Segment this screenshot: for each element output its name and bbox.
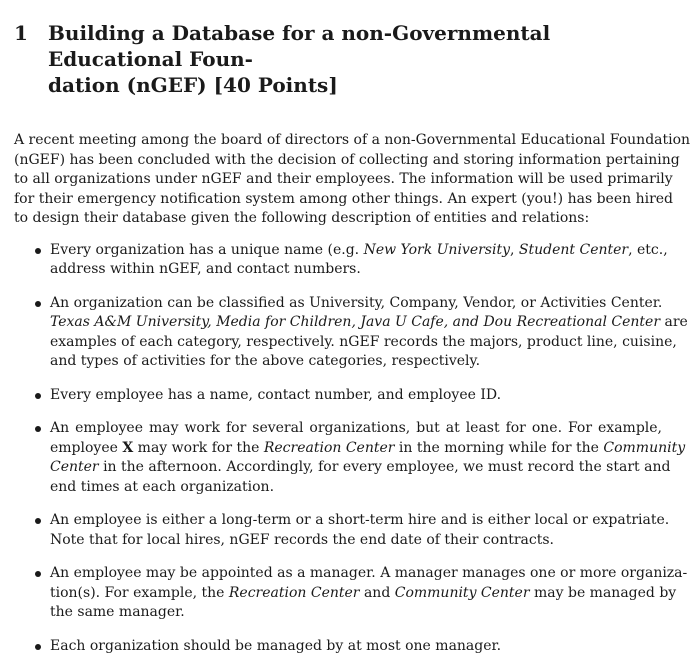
intro-line: to all organizations under nGEF and their employees. The information will be used primarily — [14, 170, 662, 190]
section-title-line-1: Building a Database for a non-Governmental Educational Foun- — [48, 21, 550, 71]
emphasis: New York University — [364, 242, 510, 258]
text-span: may work for the — [133, 440, 264, 456]
bullet-icon — [35, 518, 41, 524]
list-item — [34, 294, 662, 372]
requirements-list — [14, 241, 662, 656]
intro-line: for their emergency notification system among other things. An expert (you!) has been hired — [14, 190, 662, 210]
text-span: in the morning while for the — [394, 440, 603, 456]
item-line: examples of each category, respectively. nGEF records the majors, product line, cuisine, — [50, 333, 662, 353]
bullet-icon — [35, 571, 41, 577]
list-item — [34, 241, 662, 280]
item-line: end times at each organization. — [50, 478, 662, 498]
emphasis: Recreation Center — [229, 585, 360, 601]
intro-paragraph — [14, 131, 662, 229]
bullet-icon — [35, 644, 41, 650]
section-title-line-2: dation (nGEF) [40 Points] — [48, 72, 662, 98]
list-item — [34, 637, 662, 656]
intro-line: to design their database given the following description of entities and relations: — [14, 209, 662, 229]
text-span: , etc., — [628, 242, 668, 258]
emphasis: Community — [603, 440, 685, 456]
emphasis: Community Center — [395, 585, 530, 601]
text-span: Every organization has a unique name (e.g. — [50, 242, 364, 258]
item-line: Every employee has a name, contact number, and employee ID. — [50, 386, 662, 406]
list-item — [34, 419, 662, 497]
text-span: tion(s). For example, the — [50, 585, 229, 601]
intro-line: (nGEF) has been concluded with the decision of collecting and storing information pertaining — [14, 151, 662, 171]
text-span: , — [510, 242, 519, 258]
section-title — [48, 20, 662, 98]
item-line — [50, 313, 662, 333]
section-number: 1 — [14, 20, 48, 46]
bullet-icon — [35, 248, 41, 254]
emphasis: Texas A&M University, Media for Children, Java U Cafe, and Dou Recreational Center — [50, 314, 660, 330]
item-line: An employee is either a long-term or a short-term hire and is either local or expatriate. — [50, 511, 662, 531]
item-line: address within nGEF, and contact numbers. — [50, 260, 662, 280]
emphasis: Recreation Center — [264, 440, 395, 456]
bullet-icon — [35, 301, 41, 307]
item-line — [50, 241, 662, 261]
item-line — [50, 458, 662, 478]
item-line: and types of activities for the above categories, respectively. — [50, 352, 662, 372]
intro-line: A recent meeting among the board of directors of a non-Governmental Educational Foundation — [14, 131, 662, 151]
list-item — [34, 511, 662, 550]
item-line: Each organization should be managed by at most one manager. — [50, 637, 662, 656]
bullet-icon — [35, 426, 41, 432]
list-item — [34, 564, 662, 623]
item-line — [50, 584, 662, 604]
item-line: An employee may work for several organizations, but at least for one. For example, — [50, 419, 662, 439]
list-item — [34, 386, 662, 406]
text-span: are — [660, 314, 688, 330]
text-span: may be managed by — [530, 585, 677, 601]
item-line: An employee may be appointed as a manager. A manager manages one or more organiza- — [50, 564, 662, 584]
item-line: Note that for local hires, nGEF records the end date of their contracts. — [50, 531, 662, 551]
item-line: An organization can be classified as University, Company, Vendor, or Activities Center. — [50, 294, 662, 314]
text-span: employee — [50, 440, 122, 456]
item-line — [50, 439, 662, 459]
bullet-icon — [35, 393, 41, 399]
emphasis: Student Center — [519, 242, 628, 258]
section-heading — [14, 20, 662, 98]
bold-text: X — [122, 440, 133, 456]
text-span: and — [360, 585, 395, 601]
text-span: in the afternoon. Accordingly, for every employee, we must record the start and — [99, 459, 671, 475]
item-line: the same manager. — [50, 603, 662, 623]
emphasis: Center — [50, 459, 99, 475]
